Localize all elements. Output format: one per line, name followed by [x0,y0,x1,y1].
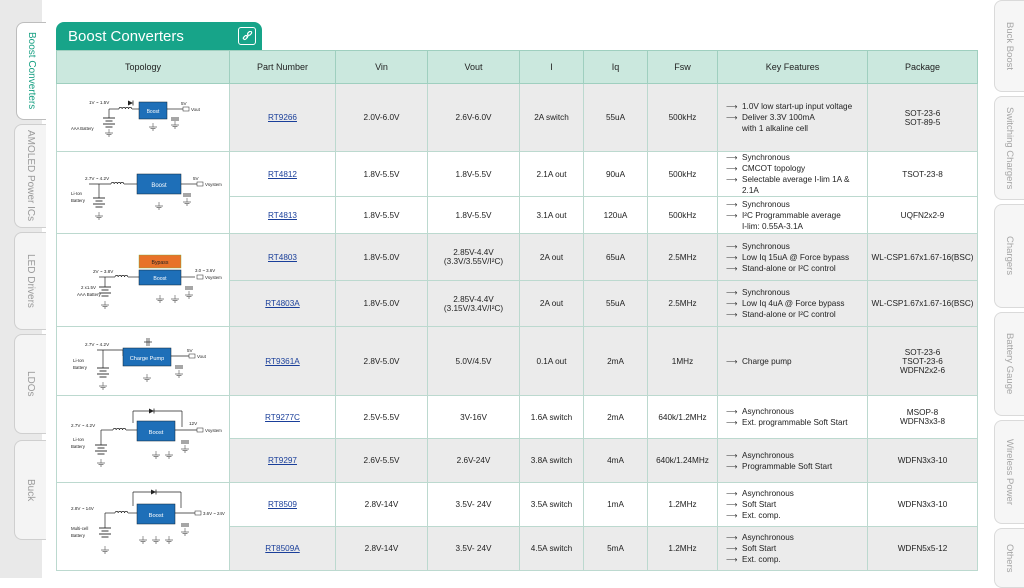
fsw-cell: 500kHz [648,197,718,234]
part-number-cell [230,439,336,483]
vout-cell [428,483,520,527]
package-line: WDFN5x5-12 [897,544,948,553]
feature-item [726,263,864,274]
header-package: Package [868,51,978,84]
features-cell [718,281,868,327]
tab-label: AMOLED Power ICs [25,130,36,222]
feature-text: Selectable average I-lim 1A & 2.1A [742,175,850,195]
features-cell [718,483,868,527]
arrow-right-icon: ⟶ [726,500,738,509]
package-line: WDFN3x3-10 [897,456,948,465]
tab-led-drivers[interactable] [14,232,46,330]
feature-text: 1.0V low start-up input voltage [742,102,853,111]
part-number-link[interactable]: RT9277C [265,412,300,422]
feature-text: CMCOT topology [742,164,806,173]
feature-item [726,532,864,543]
table-row [57,483,978,527]
vout-cell [428,527,520,571]
package-cell [868,327,978,396]
header-vin: Vin [336,51,428,84]
table-row [57,234,978,281]
features-cell [718,396,868,439]
tab-wireless-power[interactable] [994,420,1024,524]
arrow-right-icon: ⟶ [726,252,738,262]
topology-cell [57,84,230,152]
section-title: Boost Converters [68,27,184,45]
part-number-link[interactable]: RT4813 [268,210,297,220]
diagram-label: 1V ~ 1.5V [89,99,110,105]
feature-item [726,309,864,320]
topology-diagram-d5 [57,397,228,482]
feature-text: Soft Start [742,500,777,509]
tab-ldos[interactable] [14,334,46,434]
vout-line: 1.8V-5.5V [455,169,492,179]
diagram-label: Vsystem [205,427,222,433]
arrow-right-icon: ⟶ [726,164,738,173]
feature-item [726,252,864,263]
package-cell [868,84,978,152]
package-cell [868,396,978,439]
current-cell: 4.5A switch [520,527,584,571]
tab-label: Others [1004,543,1015,573]
tab-label: Buck [25,478,36,502]
package-line: SOT-89-5 [904,117,941,127]
vout-line: (3.15V/3.4V/I²C) [443,303,504,313]
part-number-cell [230,197,336,234]
arrow-right-icon: ⟶ [726,153,738,162]
vin-cell: 2.5V-5.5V [336,396,428,439]
iq-cell: 1mA [584,483,648,527]
feature-text: Synchronous [742,241,790,251]
package-line: UQFN2x2-9 [900,210,945,220]
part-number-cell [230,327,336,396]
fsw-cell: 2.5MHz [648,281,718,327]
features-cell [718,152,868,197]
part-number-link[interactable]: RT9266 [268,113,297,122]
current-cell: 2A out [520,234,584,281]
part-number-link[interactable]: RT9297 [268,456,297,465]
diagram-label: Charge Pump [129,355,165,362]
current-cell: 3.5A switch [520,483,584,527]
tab-label: Battery Gauge [1004,333,1015,395]
diagram-label: Boost [146,108,160,115]
package-cell [868,439,978,483]
diagram-label: Battery [71,443,85,449]
topology-diagram-d3 [57,235,228,326]
feature-item [726,163,864,174]
table-row [57,396,978,439]
vout-cell [428,234,520,281]
tab-label: LDOs [25,371,36,397]
feature-text: Asynchronous [742,407,794,416]
arrow-right-icon: ⟶ [726,310,738,319]
iq-cell: 2mA [584,396,648,439]
tab-boost-converters[interactable] [16,22,46,120]
arrow-right-icon: ⟶ [726,199,738,209]
vin-cell: 2.0V-6.0V [336,84,428,152]
vout-cell [428,197,520,234]
package-line: WDFN3x3-10 [897,500,948,509]
current-cell: 2A switch [520,84,584,152]
arrow-right-icon: ⟶ [726,450,738,460]
tab-chargers[interactable] [994,204,1024,308]
header-fsw: Fsw [648,51,718,84]
features-cell [718,197,868,234]
features-cell [718,439,868,483]
part-number-cell [230,234,336,281]
tab-label: Wireless Power [1004,439,1015,505]
part-number-cell [230,396,336,439]
features-cell [718,327,868,396]
diagram-label: AAA Battery [77,291,101,297]
current-cell: 3.1A out [520,197,584,234]
arrow-right-icon: ⟶ [726,210,738,220]
vout-cell [428,396,520,439]
tab-buck-boost[interactable] [994,0,1024,92]
vout-line: 2.85V-4.4V [453,248,494,257]
package-line: WDFN3x3-8 [899,417,946,426]
topology-cell [57,234,230,327]
arrow-right-icon: ⟶ [726,533,738,542]
package-line: WL-CSP1.67x1.67-16(BSC) [871,252,974,262]
arrow-right-icon: ⟶ [726,175,738,184]
topology-diagram-d4 [57,328,228,395]
feature-text: Asynchronous [742,450,794,460]
vout-cell [428,84,520,152]
product-table [56,50,978,571]
vout-line: 3.5V- 24V [455,500,492,509]
fsw-cell: 640k/1.2MHz [648,396,718,439]
vout-line: (3.3V/3.55V/I²C) [443,257,504,266]
feature-item [726,174,864,196]
tab-label: LED Drivers [25,254,36,308]
tab-label: Buck Boost [1004,21,1015,71]
features-cell [718,84,868,152]
package-cell [868,152,978,197]
current-cell: 2.1A out [520,152,584,197]
feature-text: Low Iq 4uA @ Force bypass [742,299,845,308]
vout-line: 2.85V-4.4V [453,294,494,304]
topology-cell [57,152,230,234]
package-line: WL-CSP1.67x1.67-16(BSC) [871,299,974,308]
part-number-link[interactable]: RT9361A [265,356,300,366]
tab-label: Chargers [1004,236,1015,276]
topology-cell [57,327,230,396]
package-cell [868,483,978,527]
feature-item [726,488,864,499]
iq-cell: 4mA [584,439,648,483]
vout-cell [428,281,520,327]
feature-text: Ext. comp. [742,555,781,564]
feature-item [726,101,864,112]
iq-cell: 65uA [584,234,648,281]
part-number-link[interactable]: RT4812 [268,169,297,179]
package-line: TSOT-23-6 [902,356,943,366]
feature-text: Deliver 3.3V 100mA [742,113,815,122]
package-line: SOT-23-6 [904,108,941,118]
package-line: SOT-23-6 [904,347,941,357]
package-cell [868,527,978,571]
package-cell [868,197,978,234]
diagram-label: Boost [151,182,167,189]
feature-item [726,554,864,565]
header-vout: Vout [428,51,520,84]
diagram-label: 2V ~ 3.8V [93,268,114,274]
package-cell [868,234,978,281]
diagram-label: 2.7V ~ 4.2V [85,341,110,347]
diagram-label: Vout [197,353,206,359]
vout-cell [428,439,520,483]
fsw-cell: 1.2MHz [648,483,718,527]
diagram-label: Vsystem [205,181,222,187]
iq-cell: 55uA [584,84,648,152]
diagram-label: Boost [153,275,167,282]
topology-diagram-d1 [57,85,228,151]
feature-text: with 1 alkaline cell [742,124,808,133]
arrow-right-icon: ⟶ [726,288,738,297]
diagram-label: AAA Battery [71,125,94,131]
feature-text: I²C Programmable average [742,210,841,220]
feature-item [726,123,864,134]
feature-item [726,287,864,298]
tab-battery-gauge[interactable] [994,312,1024,416]
feature-item [726,461,864,472]
arrow-right-icon: ⟶ [726,241,738,251]
vout-line: 3.5V- 24V [455,544,492,553]
package-line: MSOP-8 [906,408,939,417]
feature-text: Asynchronous [742,489,794,498]
vin-cell: 1.8V-5.0V [336,234,428,281]
part-number-cell [230,527,336,571]
tab-switching-chargers[interactable] [994,96,1024,200]
vin-cell: 1.8V-5.5V [336,197,428,234]
tab-amoled-power-ics[interactable] [14,124,46,228]
diagram-label: Battery [73,364,87,370]
feature-item [726,221,864,232]
tab-buck[interactable] [14,440,46,540]
diagram-label: 3.6V ~ 24V [203,510,225,516]
product-page [56,22,977,571]
section-title-tab [56,22,262,50]
feature-text: Ext. comp. [742,511,781,520]
diagram-label: 5V [187,347,193,353]
topology-diagram-d6 [57,484,228,570]
iq-cell: 120uA [584,197,648,234]
diagram-label: 5V [193,175,199,181]
feature-text: Ext. programmable Soft Start [742,418,848,427]
feature-item [726,450,864,461]
package-line: WDFN2x2-6 [899,365,946,375]
feature-item [726,543,864,554]
part-number-link[interactable]: RT8509 [268,500,297,509]
diagram-label: 5V [181,100,187,106]
diagram-label: 3.0 ~ 3.6V [195,267,216,273]
vout-line: 2.6V-6.0V [455,113,492,122]
current-cell: 3.8A switch [520,439,584,483]
arrow-right-icon: ⟶ [726,299,738,308]
vout-line: 3V-16V [460,412,487,422]
feature-text: Soft Start [742,544,777,553]
arrow-right-icon: ⟶ [726,544,738,553]
fsw-cell: 640k/1.24MHz [648,439,718,483]
diagram-label: Battery [71,197,85,203]
current-cell: 1.6A switch [520,396,584,439]
diagram-label: Vout [191,106,200,112]
arrow-right-icon: ⟶ [726,418,738,427]
package-line: TSOT-23-8 [902,169,943,179]
iq-cell: 2mA [584,327,648,396]
arrow-right-icon: ⟶ [726,489,738,498]
feature-item [726,356,864,367]
topology-cell [57,483,230,571]
iq-cell: 55uA [584,281,648,327]
fsw-cell: 500kHz [648,84,718,152]
part-number-cell [230,281,336,327]
feature-text: I-lim: 0.55A-3.1A [742,221,803,231]
vin-cell: 2.8V-5.0V [336,327,428,396]
diagram-label: Boost [148,512,164,519]
header-part-number: Part Number [230,51,336,84]
part-number-link[interactable]: RT8509A [265,544,300,553]
table-row [57,84,978,152]
table-header [57,51,978,84]
arrow-right-icon: ⟶ [726,113,738,122]
feature-item [726,199,864,210]
tab-label: Boost Converters [26,32,37,110]
feature-text: Synchronous [742,199,790,209]
part-number-link[interactable]: RT4803 [268,252,297,262]
diagram-label: Bypass [151,259,169,266]
arrow-right-icon: ⟶ [726,407,738,416]
fsw-cell: 1MHz [648,327,718,396]
fsw-cell: 500kHz [648,152,718,197]
feature-text: Low Iq 15uA @ Force bypass [742,252,850,262]
feature-item [726,112,864,123]
tab-label: Switching Chargers [1004,106,1015,190]
feature-item [726,406,864,417]
diagram-label: 2.7V ~ 4.2V [85,175,110,181]
feature-text: Programmable Soft Start [742,461,833,471]
vout-line: 5.0V/4.5V [455,356,492,366]
vin-cell: 2.8V-14V [336,527,428,571]
fsw-cell: 2.5MHz [648,234,718,281]
diagram-label: 2 x1.5V [81,284,96,290]
diagram-label: Li-Ion [73,357,84,363]
diagram-label: Li-Ion [71,190,82,196]
vin-cell: 2.6V-5.5V [336,439,428,483]
header-key-features: Key Features [718,51,868,84]
features-cell [718,234,868,281]
feature-text: Stand-alone or I²C control [742,263,836,273]
header-topology: Topology [57,51,230,84]
diagram-label: 2.8V ~ 14V [71,505,94,511]
header-iq: Iq [584,51,648,84]
feature-text: Stand-alone or I²C control [742,310,836,319]
vin-cell: 1.8V-5.0V [336,281,428,327]
arrow-right-icon: ⟶ [726,511,738,520]
feature-item [726,499,864,510]
part-number-cell [230,152,336,197]
vout-line: 1.8V-5.5V [455,210,492,220]
feature-item [726,510,864,521]
feature-item [726,152,864,163]
tab-others[interactable] [994,528,1024,588]
fsw-cell: 1.2MHz [648,527,718,571]
feature-item [726,241,864,252]
diagram-label: Multi-cell [71,525,89,531]
arrow-right-icon: ⟶ [726,356,738,366]
arrow-right-icon: ⟶ [726,555,738,564]
feature-item [726,210,864,221]
part-number-cell [230,84,336,152]
link-icon[interactable] [238,27,256,45]
vout-cell [428,327,520,396]
header-i: I [520,51,584,84]
current-cell: 0.1A out [520,327,584,396]
current-cell: 2A out [520,281,584,327]
part-number-link[interactable]: RT4803A [265,299,300,308]
topology-diagram-d2 [57,156,228,230]
diagram-label: Boost [148,429,164,436]
vout-cell [428,152,520,197]
diagram-label: Vsystem [205,274,222,280]
table-row [57,152,978,197]
feature-text: Asynchronous [742,533,794,542]
arrow-right-icon: ⟶ [726,102,738,111]
topology-cell [57,396,230,483]
package-cell [868,281,978,327]
diagram-label: Li-Ion [73,436,84,442]
vin-cell: 1.8V-5.5V [336,152,428,197]
iq-cell: 90uA [584,152,648,197]
diagram-label: Battery [71,532,85,538]
feature-item [726,417,864,428]
arrow-right-icon: ⟶ [726,461,738,471]
features-cell [718,527,868,571]
diagram-label: 12V [189,420,198,426]
feature-text: Charge pump [742,356,792,366]
table-row [57,327,978,396]
feature-item [726,298,864,309]
vin-cell: 2.8V-14V [336,483,428,527]
vout-line: 2.6V-24V [456,456,491,465]
arrow-right-icon: ⟶ [726,263,738,273]
part-number-cell [230,483,336,527]
diagram-label: 2.7V ~ 4.2V [71,422,96,428]
feature-text: Synchronous [742,288,790,297]
iq-cell: 5mA [584,527,648,571]
feature-text: Synchronous [742,153,790,162]
